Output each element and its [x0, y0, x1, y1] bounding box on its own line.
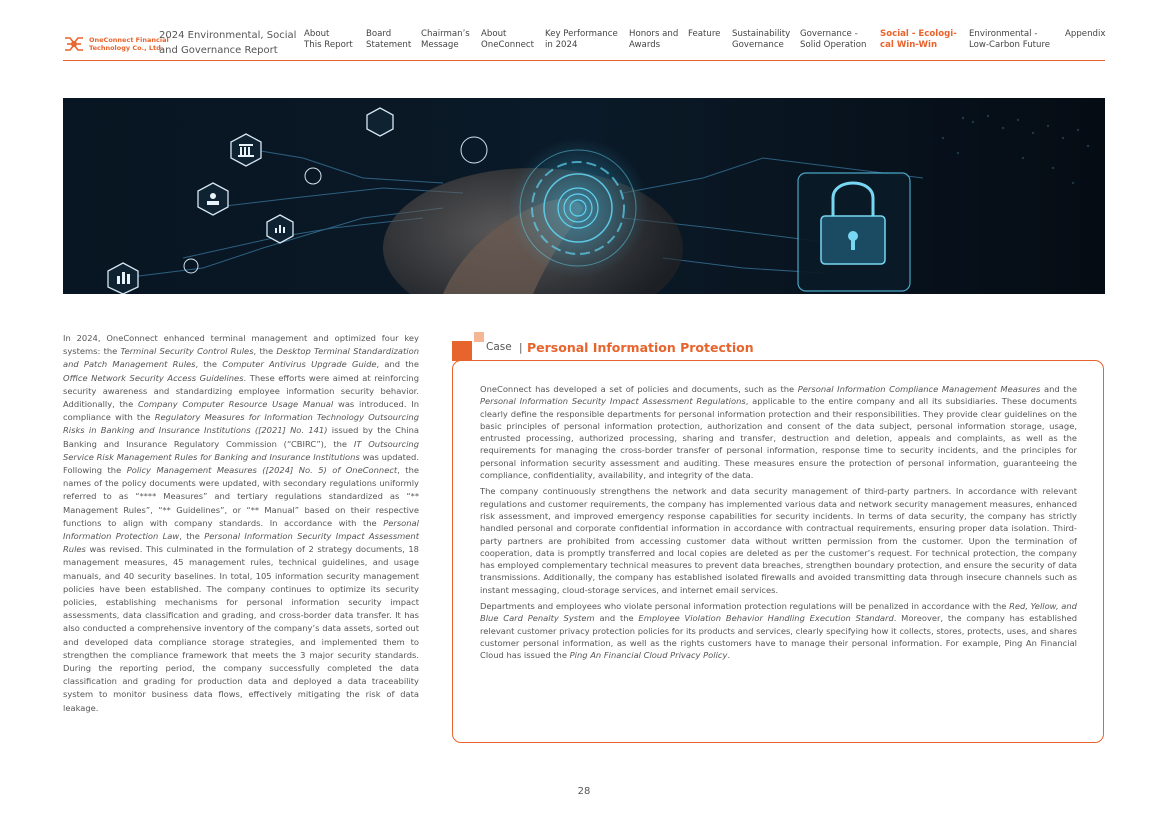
left-body-text	[63, 332, 419, 715]
nav-board-statement[interactable]: Board Statement	[366, 29, 412, 50]
case-tag-accent-light	[474, 332, 484, 342]
case-paragraph-3: Departments and employees who violate personal information protection regulations will be penalized in accordance with the Red, Yellow, and Blue Card Penalty System and the Employee Violation Behavior Handling Execution Standard. Moreover, the company has established relevant customer privacy protection policies for its products and services, clearly specifying how it collects, stores, protects, uses, and shares customer personal information, as well as the rights customers have to manage their personal information. For example, Ping An Financial Cloud has issued the Ping An Financial Cloud Privacy Policy.	[480, 601, 1078, 661]
company-logo[interactable]	[63, 32, 169, 54]
case-separator: |	[519, 342, 523, 354]
nav-appendix[interactable]: Appendix	[1065, 29, 1106, 39]
case-tag-accent	[452, 341, 472, 361]
case-body-text	[480, 383, 1077, 666]
nav-key-performance[interactable]: Key Performance in 2024	[545, 29, 618, 50]
nav-about-oneconnect[interactable]: About OneConnect	[481, 29, 535, 50]
nav-environmental[interactable]: Environmental - Low-Carbon Future	[969, 29, 1051, 50]
nav-sustainability-governance[interactable]: Sustainability Governance	[732, 29, 791, 50]
hero-cybersecurity-image	[63, 98, 1105, 294]
case-paragraph-2: The company continuously strengthens the network and data security management of third-party partners. In accordance with relevant regulations and customer requirements, the company has implemented various data and network security management measures, enhanced risk assessment, and improved emergency response capabilities for security incidents. In terms of data security, the company has strictly handled personal and corporate confidential information in accordance with contractual requirements, ensuring proper data isolation. Third-party partners are prohibited from accessing customer data without written permission from the customer. Upon the termination of cooperation, data is promptly transferred and local copies are deleted as per the customer’s request. For technical protection, the company has employed complementary technical measures to prevent data breaches, strengthen boundary protection, and ensure the security of data transmissions. Additionally, the company has established isolated firewalls and avoided transmitting data through insecure channels such as instant messaging, cloud-storage services, and internet email services.	[480, 486, 1077, 595]
page-number: 28	[577, 786, 591, 797]
nav-social[interactable]: Social - Ecologi- cal Win-Win	[880, 29, 957, 50]
left-paragraph: In 2024, OneConnect enhanced terminal management and optimized four key systems: the Terminal Security Control Rules, the Desktop Terminal Standardization and Patch Management Rules, the Computer Antivirus Upgrade Guide, and the Office Network Security Access Guidelines. These efforts were aimed at reinforcing security awareness and standardizing employee information security behavior. Additionally, the Company Computer Resource Usage Manual was introduced. In compliance with the Regulatory Measures for Information Technology Outsourcing Risks in Banking and Insurance Institutions ([2021] No. 141) issued by the China Banking and Insurance Regulatory Commission (“CBIRC”), the IT Outsourcing Service Risk Management Rules for Banking and Insurance Institutions was updated. Following the Policy Management Measures ([2024] No. 5) of OneConnect, the names of the policy documents were updated, with secondary regulations uniformly referred to as “**** Measures” and tertiary regulations standardized as “** Management Rules”, “** Guidelines”, or “** Manual” based on their respective functions to align with company standards. In accordance with the Personal Information Protection Law, the Personal Information Security Impact Assessment Rules was revised. This culminated in the formulation of 2 strategy documents, 18 management measures, 45 management rules, technical guidelines, and usage manuals, and 40 security baselines. In total, 105 information security management policies have been established. The company continues to optimize its security policies, establishing mechanisms for personal information security impact assessments, data classification and grading, and cross-border data transfer. It has also conducted a comprehensive inventory of the company’s data assets, sorted out and developed data compliance storage strategies, and implemented them to strengthen the compliance framework that meets the 3 major security standards. During the reporting period, the company successfully completed the data classification and grading for production data and deployed a data traceability system to monitor business data flows, effectively mitigating the risk of data leakage.	[63, 333, 420, 713]
case-title: Personal Information Protection	[527, 340, 754, 355]
report-title: 2024 Environmental, Social and Governance Report	[159, 30, 297, 56]
nav-feature[interactable]: Feature	[688, 29, 721, 39]
nav-honors-awards[interactable]: Honors and Awards	[629, 29, 679, 50]
nav-chairmans-message[interactable]: Chairman’s Message	[421, 29, 470, 50]
hero-illustration	[63, 98, 1105, 294]
logo-text	[89, 37, 169, 52]
nav-about-this-report[interactable]: About This Report	[304, 29, 353, 50]
case-paragraph-1: OneConnect has developed a set of policies and documents, such as the Personal Information Compliance Management Measures and the Personal Information Security Impact Assessment Regulations, applicable to the entire company and all its subsidiaries. These documents clearly define the responsible departments for personal information protection and their responsibilities. They provide clear guidelines on the basic principles of personal information protection, authorization and consent of the data subject, personal information storage, usage, entrusted processing, authorized processing, sharing and transfer, destruction and deletion, appeals and complaints, as well as the requirements for managing the cross-border transfer of personal information, response time to security incidents, and the principles for personal information security assessment and auditing. These measures ensure the protection of personal information, guaranteeing the compliance, confidentiality, availability, and integrity of the data.	[480, 384, 1077, 481]
nav-governance[interactable]: Governance - Solid Operation	[800, 29, 867, 50]
logo-text-line1: OneConnect Financial	[89, 36, 169, 44]
page-header	[63, 26, 1105, 61]
case-label: Case	[486, 341, 512, 353]
oneconnect-logo-icon	[63, 34, 85, 54]
logo-text-line2: Technology Co., Ltd.	[89, 43, 164, 52]
